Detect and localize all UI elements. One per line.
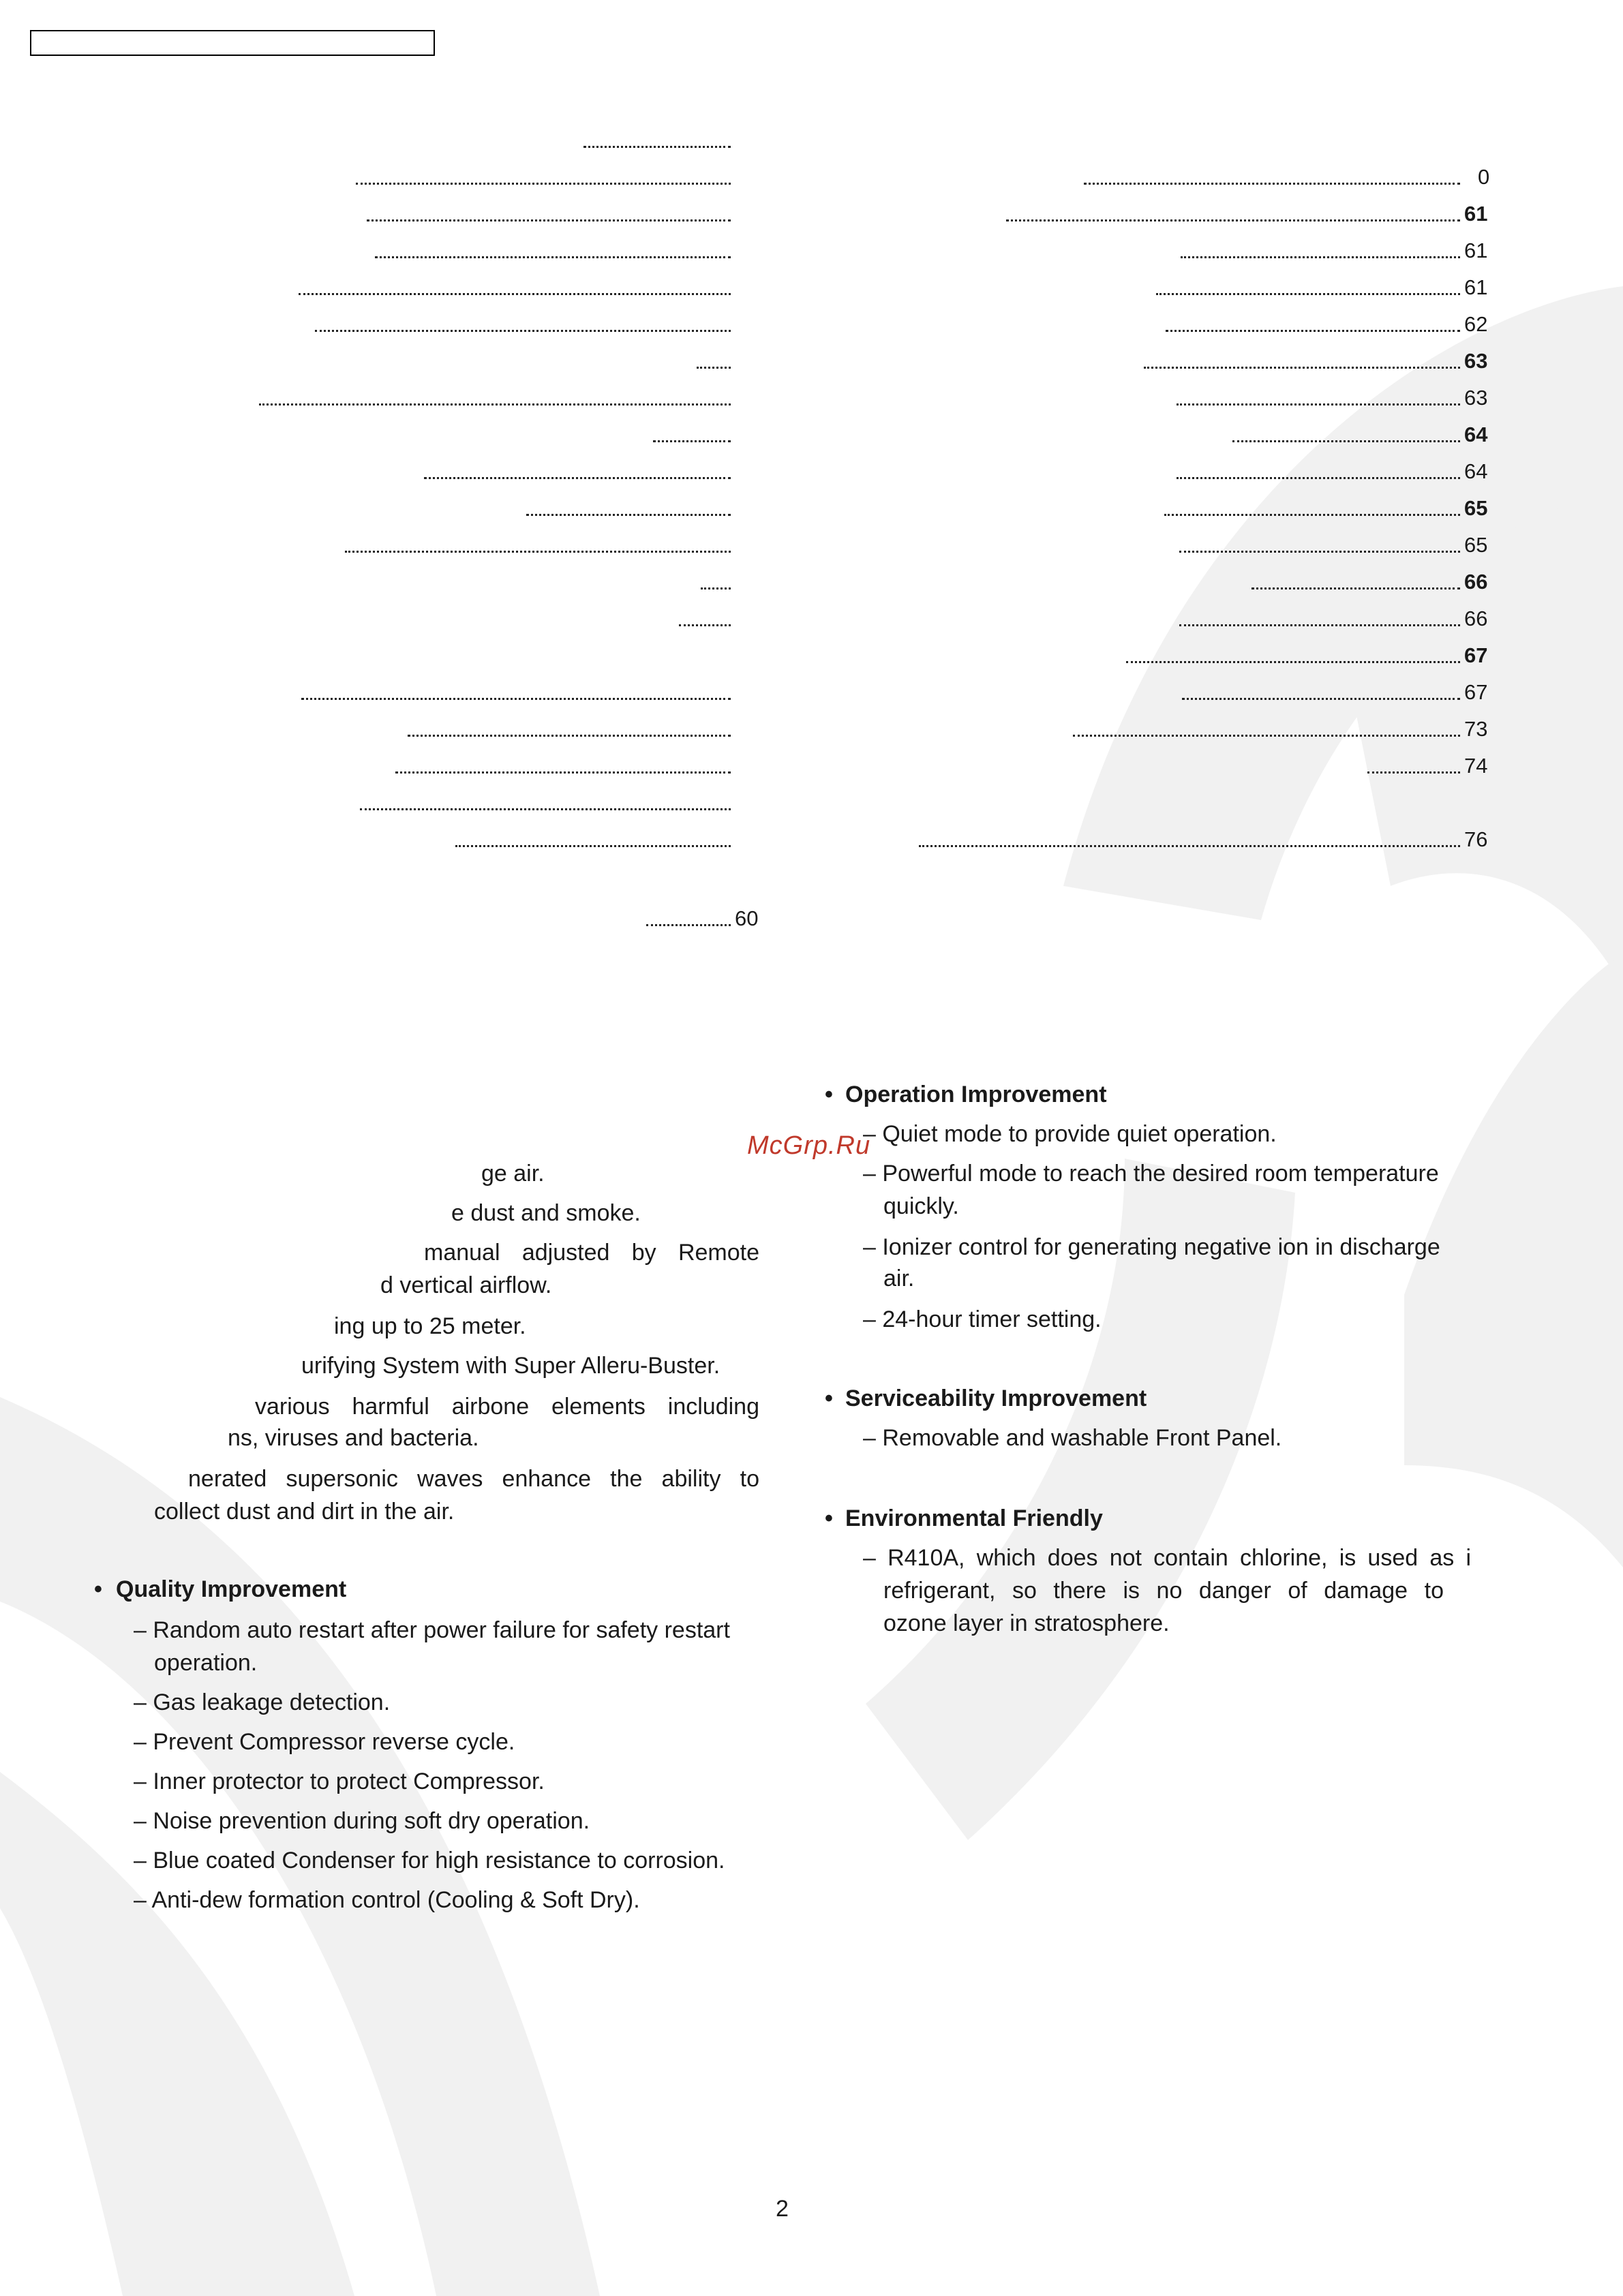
- toc-page: 65: [1464, 533, 1488, 557]
- list-item: – Prevent Compressor reverse cycle.: [134, 1729, 515, 1755]
- toc-page: 62: [1464, 312, 1488, 336]
- toc-page: 61: [1464, 275, 1488, 299]
- page-number: 2: [776, 2196, 789, 2222]
- list-item: – Inner protector to protect Compressor.: [134, 1769, 545, 1794]
- feature-text: nerated supersonic waves enhance the ability to: [188, 1466, 759, 1492]
- feature-text: manual adjusted by Remote: [424, 1240, 759, 1266]
- list-item: operation.: [154, 1650, 258, 1676]
- toc-page: 67: [1464, 680, 1488, 704]
- header-box: [30, 30, 435, 56]
- toc-page: 65: [1464, 496, 1488, 520]
- feature-text: ge air.: [481, 1161, 545, 1187]
- toc-page: 64: [1464, 459, 1488, 483]
- list-item: – Random auto restart after power failure for safety restart: [134, 1617, 730, 1643]
- section-heading-quality: Quality Improvement: [116, 1576, 347, 1602]
- list-item: quickly.: [883, 1193, 959, 1219]
- list-item: – Gas leakage detection.: [134, 1689, 391, 1715]
- toc-page: 64: [1464, 423, 1488, 446]
- toc-page: 63: [1464, 386, 1488, 410]
- section-heading-environment: Environmental Friendly: [845, 1505, 1103, 1531]
- site-watermark-text: McGrp.Ru: [747, 1131, 871, 1160]
- list-item: – Anti-dew formation control (Cooling & Soft Dry).: [134, 1887, 640, 1913]
- section-heading-operation: Operation Improvement: [845, 1082, 1107, 1107]
- feature-text: e dust and smoke.: [451, 1200, 641, 1226]
- bullet-dot: •: [825, 1505, 833, 1531]
- toc-page: 76: [1464, 827, 1488, 851]
- list-item: – Noise prevention during soft dry operation.: [134, 1808, 590, 1834]
- feature-text: collect dust and dirt in the air.: [154, 1499, 455, 1525]
- feature-text: d vertical airflow.: [380, 1272, 552, 1298]
- toc-page: 74: [1464, 754, 1488, 778]
- toc-page: 73: [1464, 717, 1488, 741]
- bullet-dot: •: [825, 1386, 833, 1411]
- toc-page: 66: [1464, 570, 1488, 594]
- list-item: refrigerant, so there is no danger of damage to: [883, 1578, 1444, 1604]
- list-item: – Powerful mode to reach the desired room temperature: [863, 1161, 1439, 1187]
- toc-page: 66: [1464, 607, 1488, 630]
- toc-page: 61: [1464, 202, 1488, 226]
- toc-page: 0: [1478, 165, 1490, 189]
- feature-text: various harmful airbone elements including: [255, 1394, 759, 1420]
- list-item: – R410A, which does not contain chlorine, is used as i: [863, 1545, 1471, 1571]
- list-item: air.: [883, 1266, 915, 1291]
- feature-text: urifying System with Super Alleru-Buster.: [301, 1353, 721, 1379]
- toc-page: 63: [1464, 349, 1488, 373]
- toc-page: 61: [1464, 239, 1488, 262]
- list-item: – Ionizer control for generating negative ion in discharge: [863, 1234, 1440, 1260]
- feature-text: ns, viruses and bacteria.: [228, 1425, 479, 1451]
- toc-page: 60: [735, 906, 759, 930]
- section-heading-serviceability: Serviceability Improvement: [845, 1386, 1147, 1411]
- list-item: – Quiet mode to provide quiet operation.: [863, 1121, 1277, 1147]
- list-item: – 24-hour timer setting.: [863, 1306, 1102, 1332]
- bullet-dot: •: [825, 1082, 833, 1107]
- feature-text: ing up to 25 meter.: [334, 1313, 526, 1339]
- list-item: – Blue coated Condenser for high resistance to corrosion.: [134, 1848, 725, 1873]
- toc-page: 67: [1464, 643, 1488, 667]
- list-item: – Removable and washable Front Panel.: [863, 1425, 1282, 1451]
- list-item: ozone layer in stratosphere.: [883, 1610, 1170, 1636]
- bullet-dot: •: [94, 1576, 102, 1602]
